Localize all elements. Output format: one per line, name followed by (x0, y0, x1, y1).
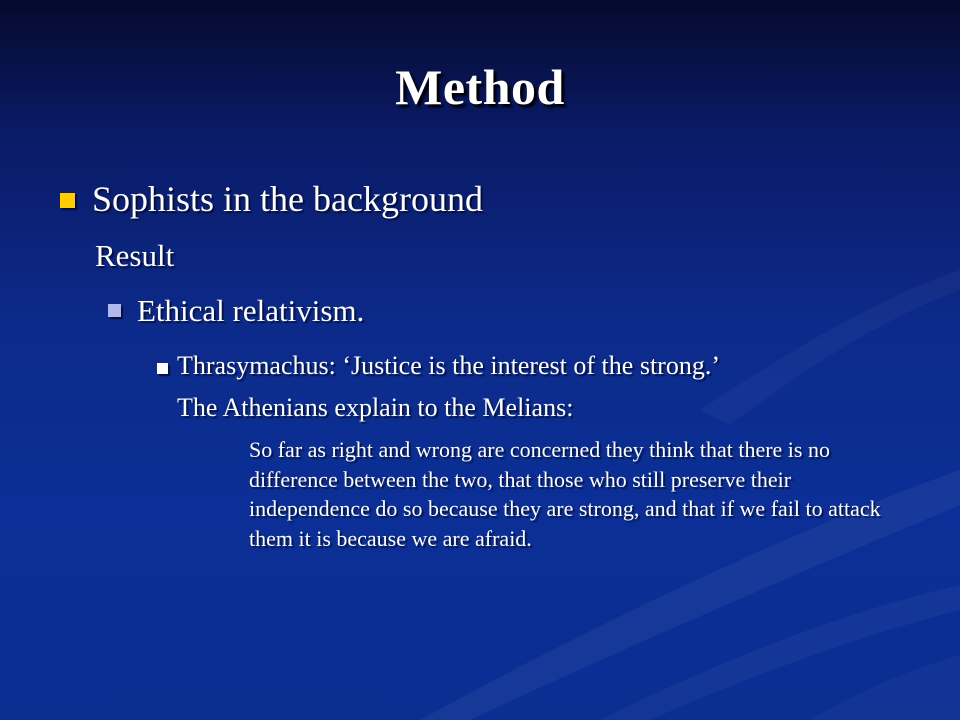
slide-title: Method (395, 59, 565, 115)
subtext-athenians: The Athenians explain to the Melians: (177, 393, 574, 422)
bullet-thrasymachus: Thrasymachus: ‘Justice is the interest of the strong.’ (177, 351, 720, 380)
bullet-sophists: Sophists in the background (92, 179, 483, 219)
subtext-result: Result (95, 238, 175, 273)
melian-quote: So far as right and wrong are concerned they think that there is no difference between the two, that those who still preserve their independence do so because they are strong, and that if we fail to attack them it is because we are afraid. (249, 437, 881, 551)
bullet-square-icon (108, 304, 121, 317)
bullet-square-icon (60, 193, 75, 208)
bullet-ethical-relativism: Ethical relativism. (137, 293, 365, 328)
bullet-square-icon (157, 363, 168, 374)
